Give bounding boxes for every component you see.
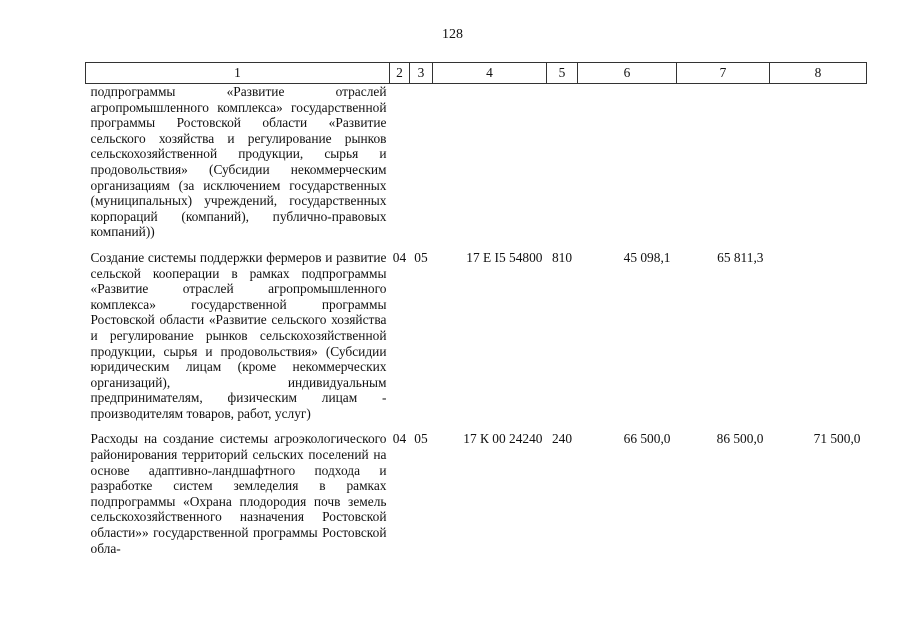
budget-table [85,62,867,566]
row-expense-type: 810 [551,249,573,265]
header-row [86,63,867,84]
row-description: подпрограммы «Развитие отраслей агропромышленного комплекса» государственной программы Ростовской области «Развитие сельского хозяйства и регулирование рынков сельскохозяйственной продукции, сырья и продовольствия» (Субсидии некоммерческим организациям (за исключением государственных (муниципальных) учреждений, государственных корпораций (компаний), публично-правовых компаний)) [90,84,387,240]
row-sum-3 [770,250,867,432]
row-sum-2: 86 500,0 [716,431,764,447]
row-subsection [410,84,433,250]
header-col-1: 1 [86,63,390,84]
row-target-code [433,84,547,250]
table-header [86,63,867,84]
row-subsection: 05 [414,249,428,265]
row-section [390,84,410,250]
row-description: Создание системы поддержки фермеров и развитие сельской кооперации в рамках подпрограммы «Развитие отраслей агропромышленного комплекса» государственной программы Ростовской области «Развитие сельского хозяйства и регулирование рынков сельскохозяйственной продукции, сырья и продовольствия» (Субсидии юридическим лицам (кроме некоммерческих организаций), индивидуальным предпринимателям, физическим лицам - производителям товаров, работ, услуг) [90,249,387,421]
row-sum-3 [770,84,867,250]
row-sum-3: 71 500,0 [813,431,861,447]
row-section: 04 [392,249,407,265]
row-sum-1: 45 098,1 [623,249,671,265]
row-sum-1: 66 500,0 [623,431,671,447]
table-row [86,250,867,432]
header-col-5: 5 [547,63,578,84]
row-sum-2 [677,84,770,250]
row-sum-2: 65 811,3 [717,249,764,265]
table-row [86,431,867,566]
header-col-7: 7 [677,63,770,84]
header-col-8: 8 [770,63,867,84]
row-target-code: 17 К 00 24240 [463,431,543,447]
row-subsection: 05 [414,431,428,447]
page-number: 128 [442,27,463,42]
row-sum-1 [578,84,677,250]
header-col-6: 6 [578,63,677,84]
header-col-4: 4 [433,63,547,84]
table-row [86,84,867,250]
header-col-2: 2 [390,63,410,84]
row-description: Расходы на создание системы агроэкологического районирования территорий сельских поселений на основе адаптивно-ландшафтного подхода и разработке систем земледелия в рамках подпрограммы «Охрана плодородия почв земель сельскохозяйственного назначения Ростовской области»» государственной программы Ростовской обла- [90,431,387,556]
header-col-3: 3 [410,63,433,84]
row-target-code: 17 E I5 54800 [466,249,543,265]
row-expense-type: 240 [551,431,573,447]
row-section: 04 [392,431,407,447]
row-expense-type [547,84,578,250]
